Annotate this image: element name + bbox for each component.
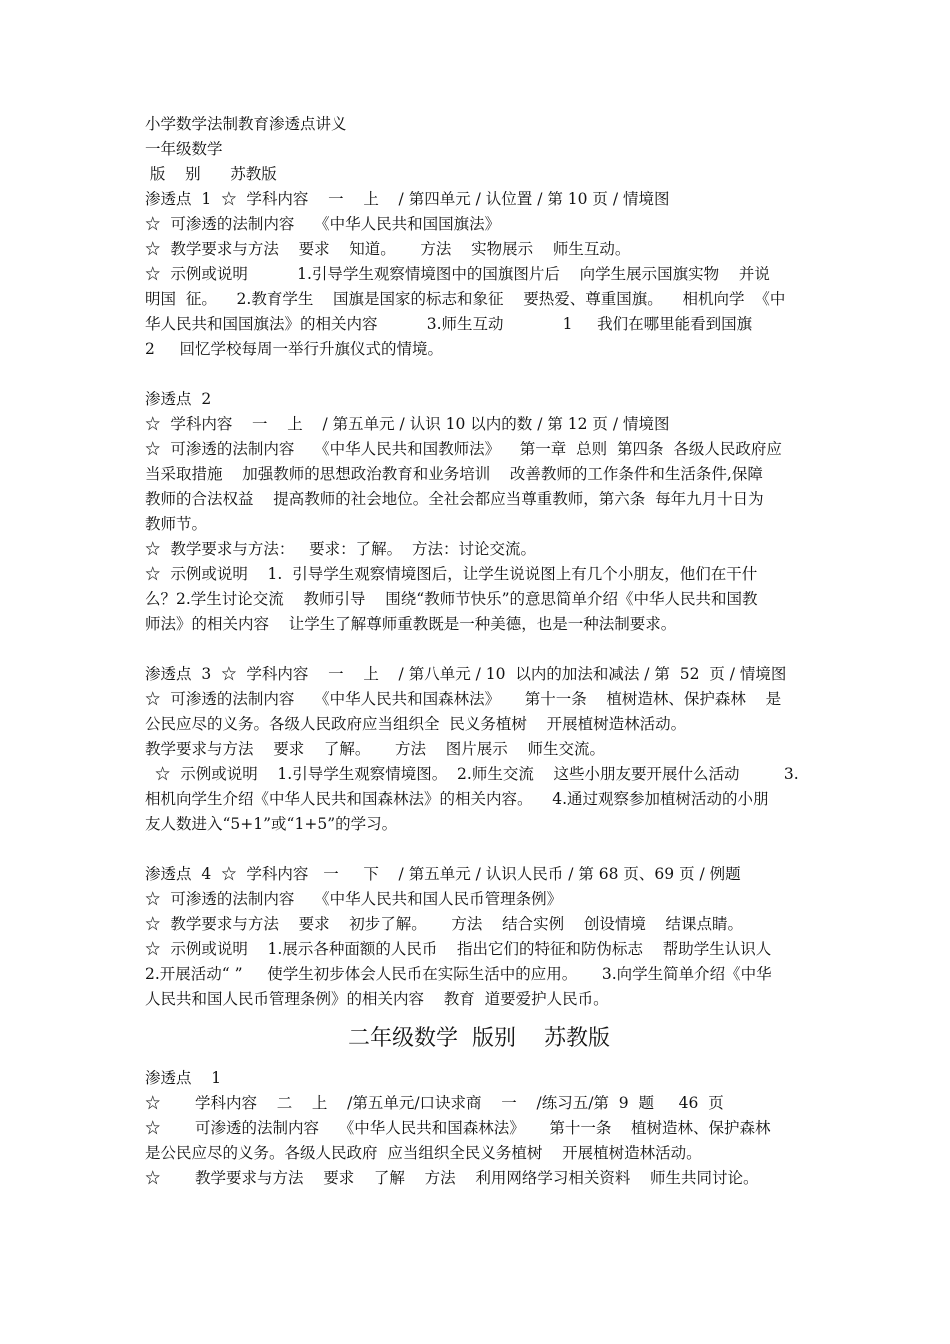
grade1-point-1 [145, 187, 813, 362]
paragraph-line: 教师的合法权益 提高教师的社会地位。全社会都应当尊重教师，第六条 每年九月十日为 [145, 490, 764, 508]
paragraph-line: 相机向学生介绍《中华人民共和国森林法》的相关内容。 4.通过观察参加植树活动的小朋 [145, 790, 769, 808]
paragraph-line: ☆ 示例或说明 1.引导学生观察情境图中的国旗图片后 向学生展示国旗实物 并说 [145, 265, 770, 283]
paragraph-line: 华人民共和国国旗法》的相关内容 3.师生互动 1 我们在哪里能看到国旗 [145, 315, 753, 333]
paragraph-line: 明国 征。 2.教育学生 国旗是国家的标志和象征 要热爱、尊重国旗。 相机向学 《中 [145, 290, 786, 308]
blank-line [145, 362, 813, 387]
paragraph-line: 渗透点 1 [145, 1069, 222, 1087]
paragraph-line: 2 回忆学校每周一举行升旗仪式的情境。 [145, 340, 443, 358]
paragraph-line: 友人数进入“5+1”或“1+5”的学习。 [145, 815, 398, 833]
grade1-point-2 [145, 387, 813, 637]
paragraph-line: 人民共和国人民币管理条例》的相关内容 教育 道要爱护人民币。 [145, 990, 609, 1008]
paragraph-line: ☆ 示例或说明 1.引导学生观察情境图。 2.师生交流 这些小朋友要开展什么活动 3. [145, 765, 799, 783]
paragraph-line: 渗透点 1 ☆ 学科内容 一 上 / 第四单元 / 认位置 / 第 10 页 / 情境图 [145, 190, 670, 208]
paragraph-line: ☆ 可渗透的法制内容 《中华人民共和国教师法》 第一章 总则 第四条 各级人民政府应 [145, 440, 782, 458]
paragraph-line: 渗透点 3 ☆ 学科内容 一 上 / 第八单元 / 10 以内的加法和减法 / 第 52 页 / 情境图 [145, 665, 787, 683]
paragraph-line: ☆ 可渗透的法制内容 《中华人民共和国人民币管理条例》 [145, 890, 563, 908]
grade2-point-1 [145, 1066, 813, 1191]
paragraph-line: ☆ 可渗透的法制内容 《中华人民共和国森林法》 第十一条 植树造林、保护森林 是 [145, 690, 782, 708]
paragraph-line: ☆ 示例或说明 1. 引导学生观察情境图后，让学生说说图上有几个小朋友，他们在干什 [145, 565, 758, 583]
blank-line [145, 837, 813, 862]
paragraph-line: 渗透点 4 ☆ 学科内容 一 下 / 第五单元 / 认识人民币 / 第 68 页、69 页 / 例题 [145, 865, 741, 883]
paragraph-line: 公民应尽的义务。各级人民政府应当组织全 民义务植树 开展植树造林活动。 [145, 715, 687, 733]
paragraph-line: 么？2.学生讨论交流 教师引导 围绕“教师节快乐”的意思简单介绍《中华人民共和国教 [145, 590, 758, 608]
paragraph-line: 师法》的相关内容 让学生了解尊师重教既是一种美德，也是一种法制要求。 [145, 615, 677, 633]
paragraph-line: 是公民应尽的义务。各级人民政府 应当组织全民义务植树 开展植树造林活动。 [145, 1144, 702, 1162]
document-title: 小学数学法制教育渗透点讲义 [145, 115, 347, 133]
paragraph-line: ☆ 可渗透的法制内容 《中华人民共和国国旗法》 [145, 215, 501, 233]
paragraph-line: 2.开展活动“ ” 使学生初步体会人民币在实际生活中的应用。 3.向学生简单介绍《中华 [145, 965, 772, 983]
paragraph-line: ☆ 可渗透的法制内容 《中华人民共和国森林法》 第十一条 植树造林、保护森林 [145, 1119, 771, 1137]
grade1-point-4 [145, 862, 813, 1012]
paragraph-line: 教师节。 [145, 515, 208, 533]
paragraph-line: ☆ 学科内容 二 上 /第五单元/口诀求商 一 /练习五/第 9 题 46 页 [145, 1094, 724, 1112]
grade2-heading: 二年级数学 版别 苏教版 [348, 1026, 610, 1051]
paragraph-line: 当采取措施 加强教师的思想政治教育和业务培训 改善教师的工作条件和生活条件,保障 [145, 465, 763, 483]
paragraph-line: ☆ 教学要求与方法 要求 知道。 方法 实物展示 师生互动。 [145, 240, 631, 258]
document-page [145, 112, 813, 1191]
grade1-point-3 [145, 662, 813, 837]
paragraph-line: ☆ 教学要求与方法 要求 初步了解。 方法 结合实例 创设情境 结课点睛。 [145, 915, 744, 933]
paragraph-line: ☆ 学科内容 一 上 / 第五单元 / 认识 10 以内的数 / 第 12 页 / 情境图 [145, 415, 670, 433]
paragraph-line: ☆ 教学要求与方法： 要求：了解。 方法：讨论交流。 [145, 540, 536, 558]
paragraph-line: ☆ 教学要求与方法 要求 了解 方法 利用网络学习相关资料 师生共同讨论。 [145, 1169, 759, 1187]
grade1-edition: 版 别 苏教版 [145, 165, 277, 183]
grade1-heading: 一年级数学 [145, 140, 223, 158]
paragraph-line: ☆ 示例或说明 1.展示各种面额的人民币 指出它们的特征和防伪标志 帮助学生认识人 [145, 940, 772, 958]
paragraph-line: 渗透点 2 [145, 390, 212, 408]
blank-line [145, 637, 813, 662]
paragraph-line: 教学要求与方法 要求 了解。 方法 图片展示 师生交流。 [145, 740, 605, 758]
